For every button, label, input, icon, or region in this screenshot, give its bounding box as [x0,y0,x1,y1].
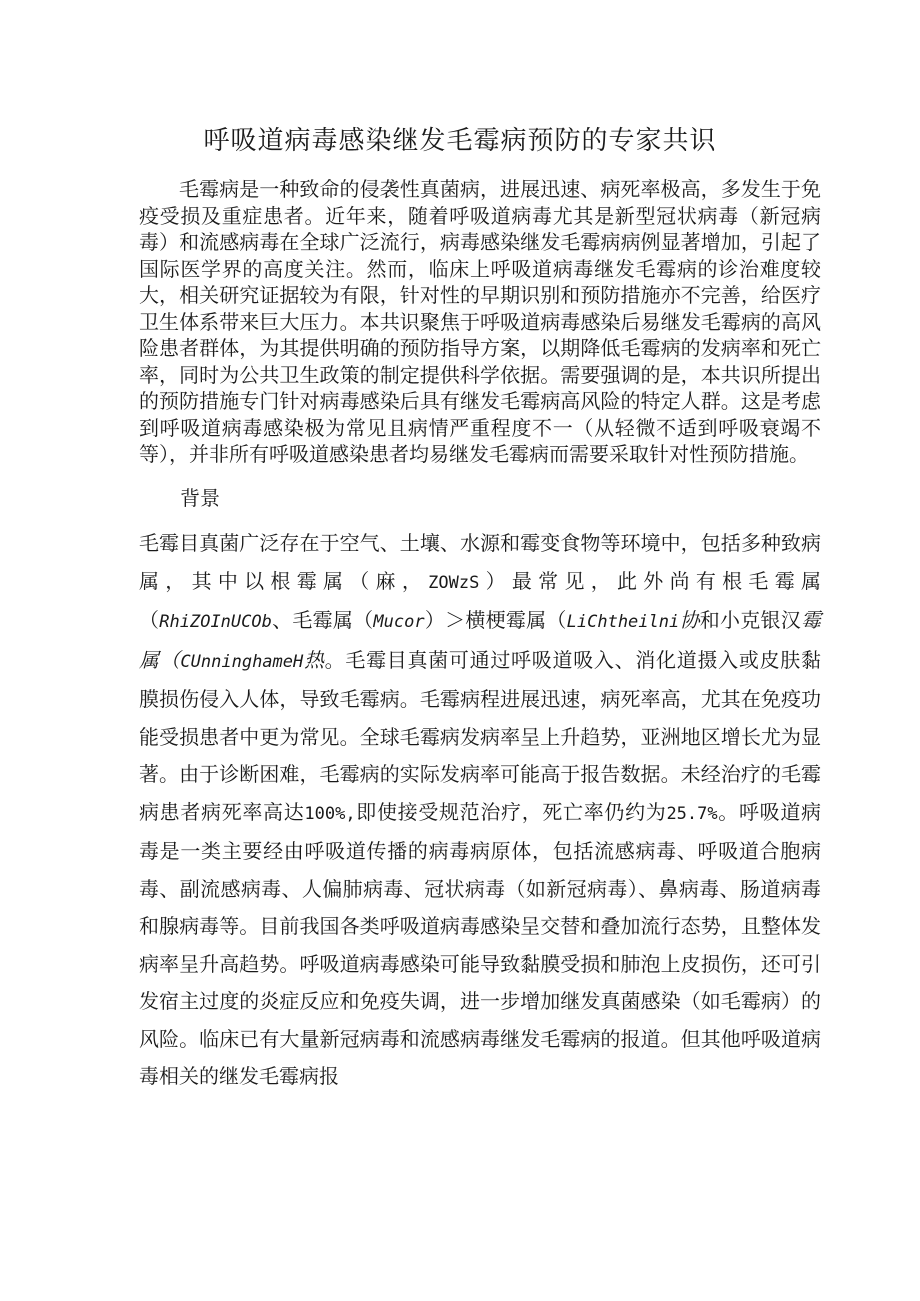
document-title: 呼吸道病毒感染继发毛霉病预防的专家共识 [203,126,717,156]
mortality-rate-treated: 25.7% [666,803,718,824]
genus-latin-4: LiChtheilni [566,612,680,632]
background-text-5: 协 [679,608,700,632]
background-text-11: 。呼吸道病毒是一类主要经由呼吸道传播的病毒病原体，包括流感病毒、呼吸道合胞病毒、副流感病毒、人偏肺病毒、冠状病毒（如新冠病毒）、鼻病毒、肠道病毒和腺病毒等。目前我国各类呼吸道病毒感染呈交替和叠加流行态势，且整体发病率呈升高趋势。呼吸道病毒感染可能导致黏膜受损和肺泡上皮损伤，还可引发宿主过度的炎症反应和免疫失调，进一步增加继发真菌感染（如毛霉病）的风险。临床已有大量新冠病毒和流感病毒继发毛霉病的报道。但其他呼吸道病毒相关的继发毛霉病报 [139,799,822,1088]
genus-latin-3: Mucor [373,612,425,632]
background-text-9: 。毛霉目真菌可通过呼吸道吸入、消化道摄入或皮肤黏膜损伤侵入人体，导致毛霉病。毛霉病程进展迅速，病死率高，尤其在免疫功能受损患者中更为常见。全球毛霉病发病率呈上升趋势，亚洲地区增长尤为显著。由于诊断困难，毛霉病的实际发病率可能高于报告数据。未经治疗的毛霉病患者病死率高达 [139,647,822,824]
background-text-7: 霉属（ [139,608,822,672]
mortality-rate-untreated: 100%, [304,803,356,824]
genus-latin-5: CUnninghameH [180,651,304,672]
background-text-2: ）最常见，此外尚有根毛霉属（ [139,568,822,632]
background-text-6: 和小克银汉 [699,608,802,632]
background-text-1: 毛霉目真菌广泛存在于空气、土壤、水源和霉变食物等环境中，包括多种致病属，其中以根霉属（麻， [139,531,821,593]
background-heading: 背景 [180,486,220,510]
background-paragraph [139,525,821,1096]
background-text-4: ）＞横梗霉属（ [424,608,567,632]
background-text-3: 、毛霉属（ [271,608,374,632]
genus-latin-2: RhiZOInUCOb [159,612,272,632]
background-text-8: 热 [303,647,325,672]
background-text-10: 即使接受规范治疗，死亡率仍约为 [355,799,667,824]
genus-latin-1: ZOWzS [428,572,480,593]
intro-paragraph: 毛霉病是一种致命的侵袭性真菌病，进展迅速、病死率极高，多发生于免疫受损及重症患者。近年来，随着呼吸道病毒尤其是新型冠状病毒（新冠病毒）和流感病毒在全球广泛流行，病毒感染继发毛霉病病例显著增加，引起了国际医学界的高度关注。然而，临床上呼吸道病毒继发毛霉病的诊治难度较大，相关研究证据较为有限，针对性的早期识别和预防措施亦不完善，给医疗卫生体系带来巨大压力。本共识聚焦于呼吸道病毒感染后易继发毛霉病的高风险患者群体，为其提供明确的预防指导方案，以期降低毛霉病的发病率和死亡率，同时为公共卫生政策的制定提供科学依据。需要强调的是，本共识所提出的预防措施专门针对病毒感染后具有继发毛霉病高风险的特定人群。这是考虑到呼吸道病毒感染极为常见且病情严重程度不一（从轻微不适到呼吸衰竭不等），并非所有呼吸道感染患者均易继发毛霉病而需要采取针对性预防措施。 [139,177,821,466]
